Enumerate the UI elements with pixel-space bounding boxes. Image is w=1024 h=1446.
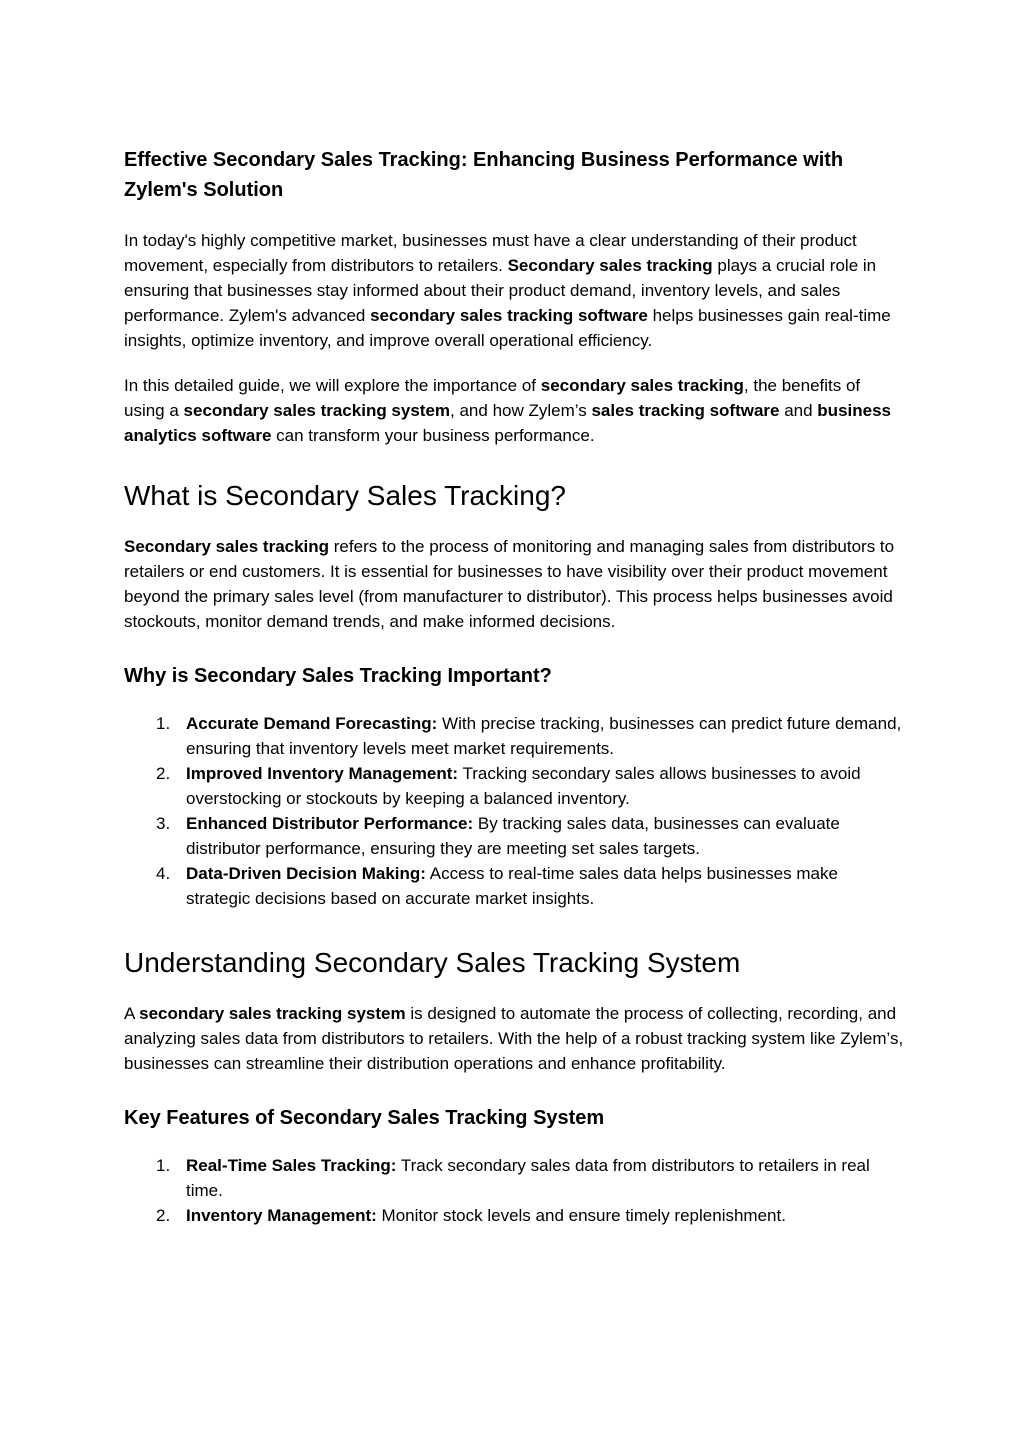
- list-item-text: Track secondary sales data from distributors to retailers in real time.: [186, 1156, 870, 1200]
- bold-run: Secondary sales tracking: [124, 537, 330, 556]
- list-item-label: Enhanced Distributor Performance:: [186, 814, 474, 833]
- document-page: [124, 145, 904, 1228]
- section-heading-what-is: What is Secondary Sales Tracking?: [124, 480, 566, 511]
- list-item: [124, 761, 904, 811]
- list-item: [124, 1153, 904, 1203]
- list-item-label: Inventory Management:: [186, 1206, 377, 1225]
- text-run: refers to the process of monitoring and managing sales from distributors to retailers or end customers. It is essential for businesses to have visibility over their product movement beyond the primary sales level (from manufacturer to distributor). This process helps businesses avoid stockouts, monitor demand trends, and make informed decisions.: [124, 537, 895, 631]
- list-item-text: Access to real-time sales data helps businesses make strategic decisions based on accurate market insights.: [186, 864, 838, 908]
- list-number: 2.: [156, 1206, 171, 1225]
- bold-run: secondary sales tracking system: [139, 1004, 406, 1023]
- list-number: 3.: [156, 814, 171, 833]
- text-run: helps businesses gain real-time insights, optimize inventory, and improve overall operational efficiency.: [124, 306, 891, 350]
- text-run: A: [124, 1004, 140, 1023]
- features-list: [124, 1153, 904, 1228]
- list-item-label: Real-Time Sales Tracking:: [186, 1156, 397, 1175]
- list-item-text: Monitor stock levels and ensure timely replenishment.: [376, 1206, 786, 1225]
- list-number: 1.: [156, 1156, 171, 1175]
- text-run: In today's highly competitive market, businesses must have a clear understanding of their product movement, especially from distributors to retailers.: [124, 231, 857, 275]
- bold-run: secondary sales tracking system: [183, 401, 451, 420]
- bold-run: Secondary sales tracking: [507, 256, 713, 275]
- list-item-label: Data-Driven Decision Making:: [186, 864, 426, 883]
- list-item-text: With precise tracking, businesses can predict future demand, ensuring that inventory levels meet market requirements.: [186, 714, 902, 758]
- list-item-label: Improved Inventory Management:: [186, 764, 459, 783]
- section2-paragraph: [124, 1001, 904, 1076]
- bold-run: secondary sales tracking software: [370, 306, 648, 325]
- importance-list: [124, 711, 904, 911]
- list-item: [124, 861, 904, 911]
- section-heading-understanding: Understanding Secondary Sales Tracking System: [124, 947, 741, 978]
- intro-paragraph-2: [124, 373, 904, 448]
- subheading-why-important: Why is Secondary Sales Tracking Important?: [124, 665, 552, 687]
- list-item-label: Accurate Demand Forecasting:: [186, 714, 438, 733]
- text-run: and: [779, 401, 818, 420]
- intro-paragraph-1: [124, 228, 904, 353]
- document-title: Effective Secondary Sales Tracking: Enhancing Business Performance with Zylem's Solution: [124, 149, 844, 201]
- text-run: is designed to automate the process of collecting, recording, and analyzing sales data from distributors to retailers. With the help of a robust tracking system like Zylem’s, businesses can streamline their distribution operations and enhance profitability.: [124, 1004, 904, 1073]
- list-item: [124, 811, 904, 861]
- bold-run: business analytics software: [124, 401, 891, 445]
- list-item: [124, 711, 904, 761]
- text-run: In this detailed guide, we will explore the importance of: [124, 376, 541, 395]
- list-number: 2.: [156, 764, 171, 783]
- list-number: 4.: [156, 864, 171, 883]
- section1-paragraph: [124, 534, 904, 634]
- bold-run: sales tracking software: [591, 401, 780, 420]
- text-run: , the benefits of using a: [124, 376, 861, 420]
- text-run: plays a crucial role in ensuring that businesses stay informed about their product demand, inventory levels, and sales performance. Zylem's advanced: [124, 256, 877, 325]
- text-run: can transform your business performance.: [271, 426, 595, 445]
- list-item-text: Tracking secondary sales allows businesses to avoid overstocking or stockouts by keeping a balanced inventory.: [186, 764, 861, 808]
- text-run: , and how Zylem’s: [450, 401, 592, 420]
- subheading-key-features: Key Features of Secondary Sales Tracking System: [124, 1107, 605, 1129]
- bold-run: secondary sales tracking: [540, 376, 744, 395]
- list-item-text: By tracking sales data, businesses can evaluate distributor performance, ensuring they are meeting set sales targets.: [186, 814, 840, 858]
- list-number: 1.: [156, 714, 171, 733]
- list-item: [124, 1203, 904, 1228]
